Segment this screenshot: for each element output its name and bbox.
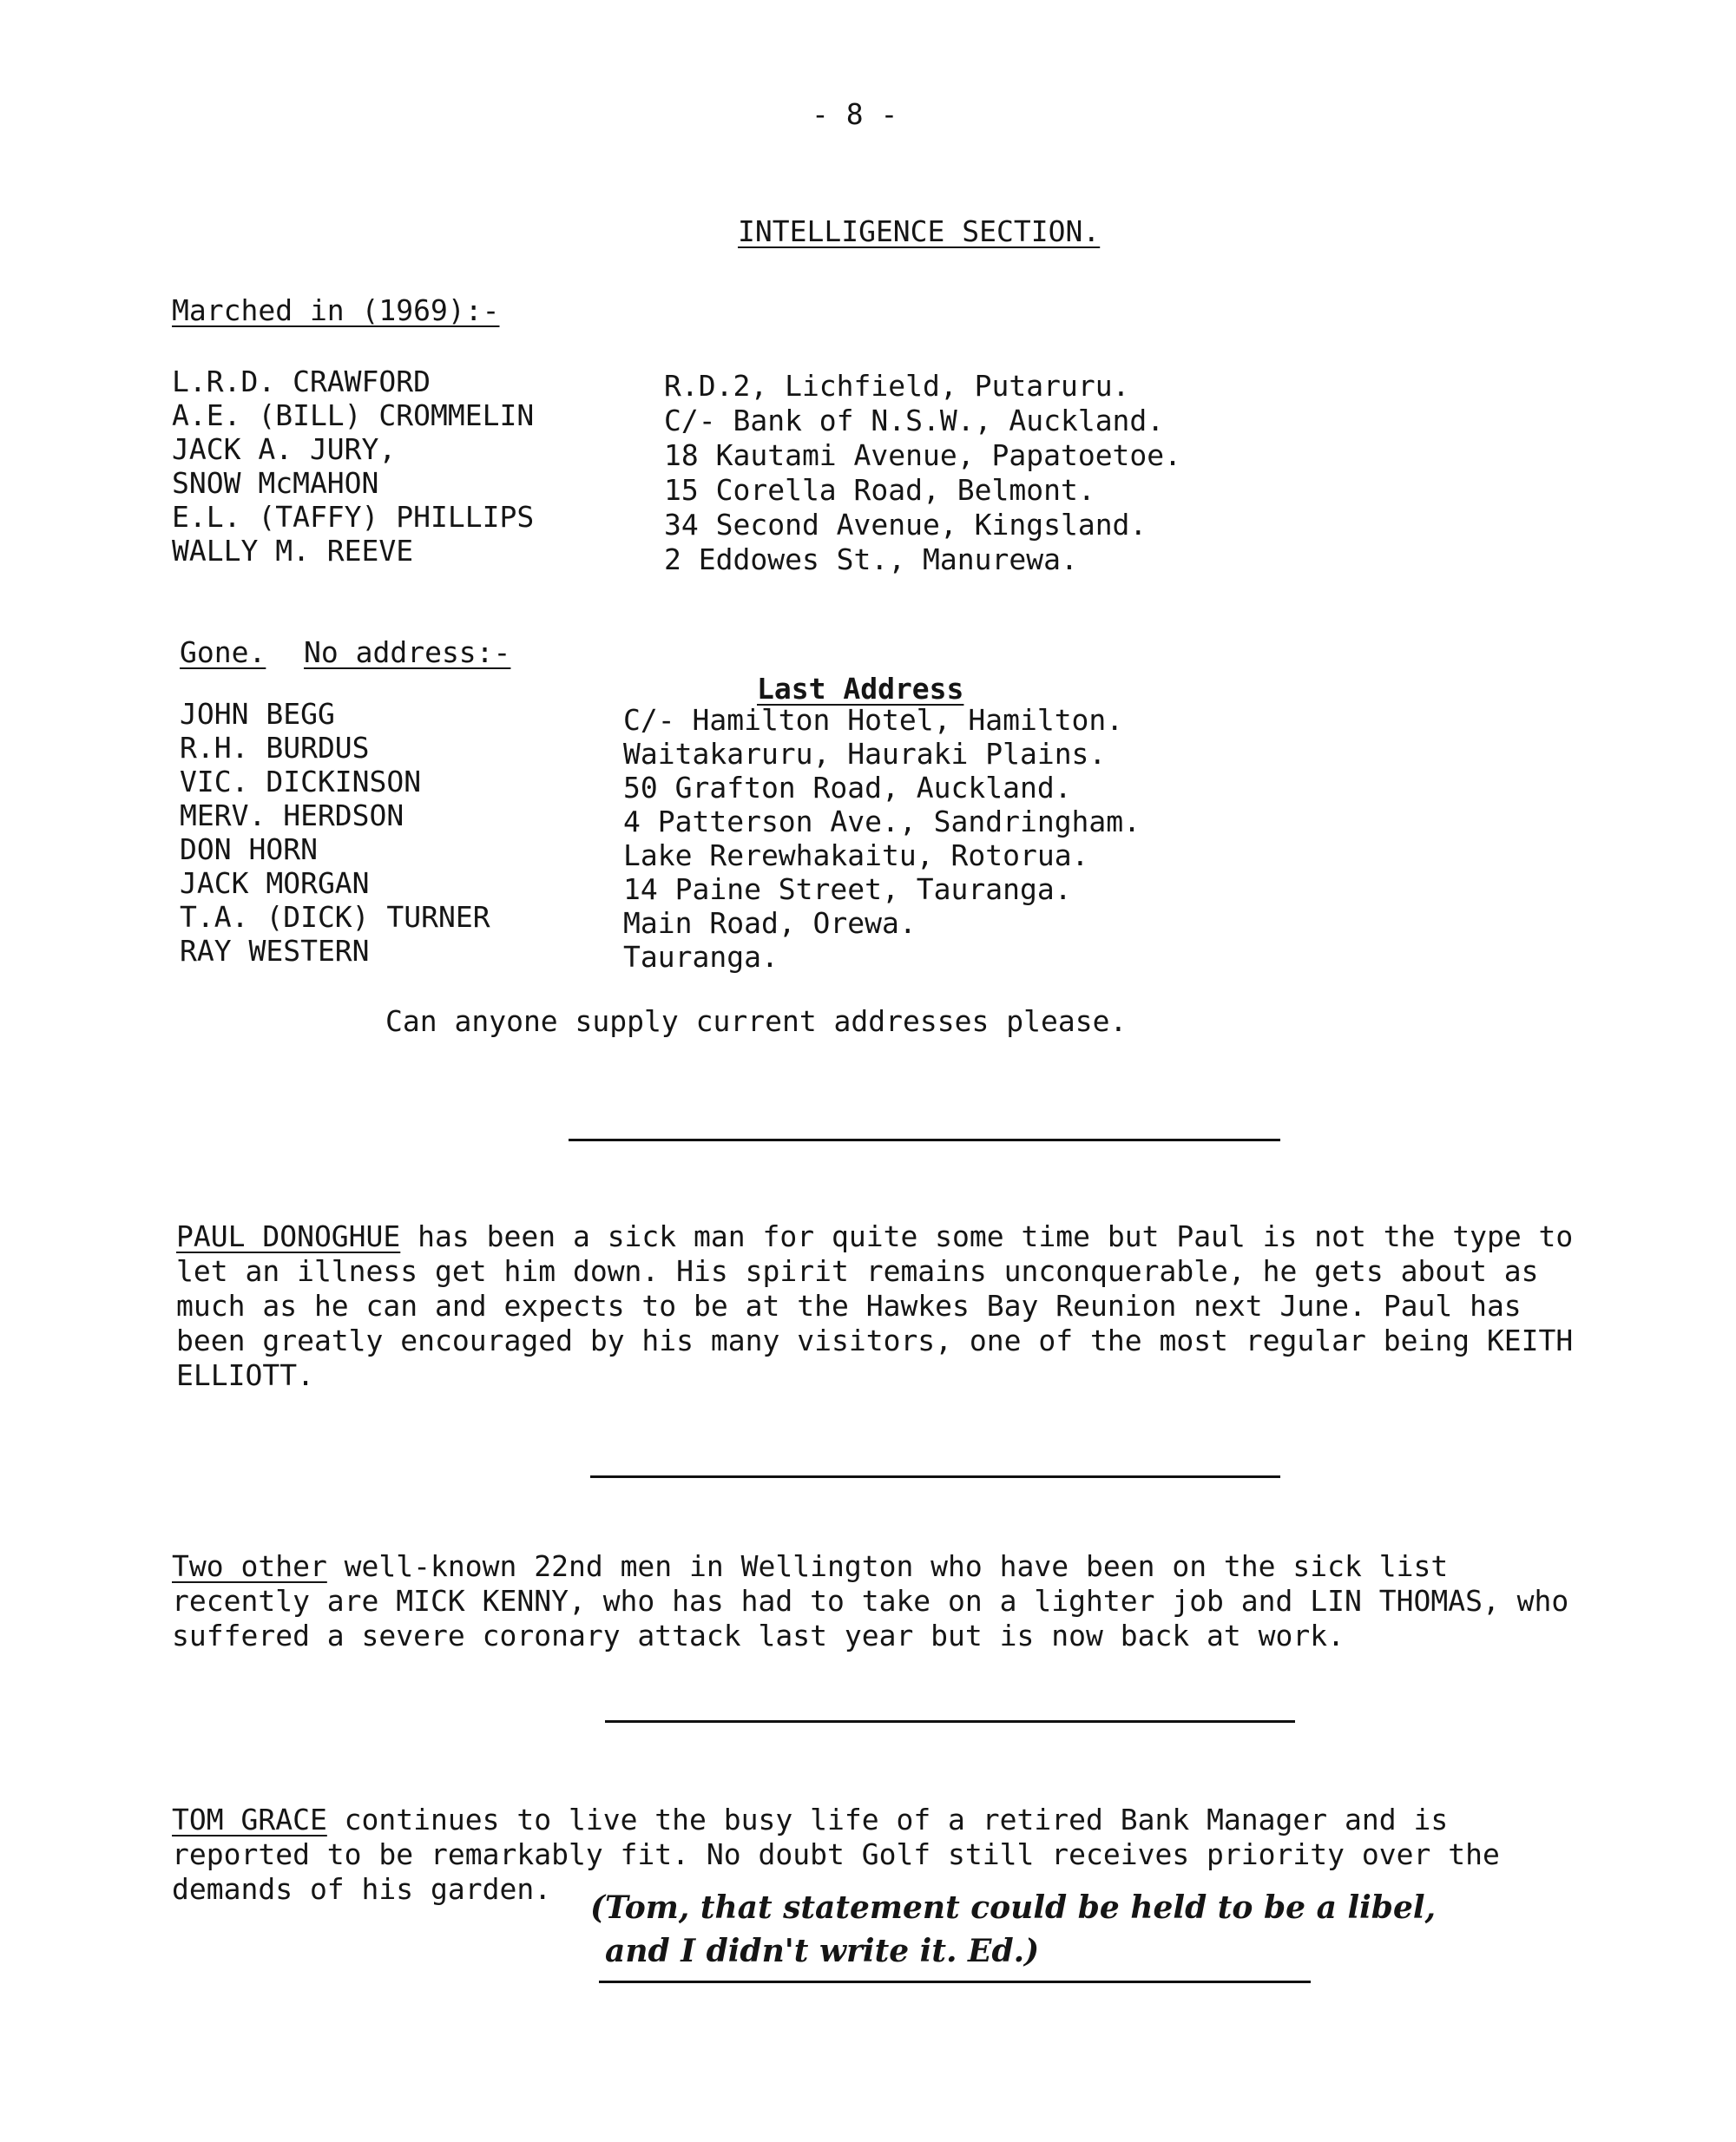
gone-address: Lake Rerewhakaitu, Rotorua. (623, 838, 1089, 872)
wellington-lead: Two other (172, 1549, 327, 1583)
divider (605, 1720, 1295, 1723)
handwritten-note-line-1: (Tom, that statement could be held to be a libel, (590, 1889, 1437, 1926)
gone-address: 14 Paine Street, Tauranga. (623, 872, 1072, 906)
gone-name: DON HORN (180, 832, 318, 866)
wellington-paragraph (172, 1549, 1569, 1653)
page-number: - 8 - (812, 97, 898, 131)
marched-in-name: A.E. (BILL) CROMMELIN (172, 398, 535, 432)
marched-in-address: C/- Bank of N.S.W., Auckland. (664, 404, 1165, 437)
marched-in-address: 2 Eddowes St., Manurewa. (664, 542, 1078, 576)
divider (569, 1139, 1280, 1141)
no-address-heading: No address:- (304, 635, 511, 669)
marched-in-name: JACK A. JURY, (172, 432, 397, 466)
last-address-heading: Last Address (757, 672, 964, 706)
marched-in-address: 34 Second Avenue, Kingsland. (664, 508, 1147, 542)
marched-in-address: R.D.2, Lichfield, Putaruru. (664, 369, 1130, 403)
grace-body: continues to live the busy life of a retired Bank Manager and is reported to be remarkably fit. No doubt Golf still receives priority over the demands of his garden. (172, 1803, 1500, 1906)
gone-address: 50 Grafton Road, Auckland. (623, 771, 1072, 805)
grace-lead: TOM GRACE (172, 1803, 327, 1836)
marched-in-name: WALLY M. REEVE (172, 534, 414, 568)
donoghue-paragraph (176, 1219, 1574, 1393)
marched-in-address: 18 Kautami Avenue, Papatoetoe. (664, 438, 1182, 472)
gone-name: T.A. (DICK) TURNER (180, 900, 490, 934)
marched-in-address: 15 Corella Road, Belmont. (664, 473, 1095, 507)
gone-name: JACK MORGAN (180, 866, 370, 900)
handwritten-note-line-2: and I didn't write it. Ed.) (605, 1933, 1040, 1969)
gone-name: VIC. DICKINSON (180, 765, 422, 798)
gone-address: C/- Hamilton Hotel, Hamilton. (623, 703, 1124, 737)
wellington-body: well-known 22nd men in Wellington who have been on the sick list recently are MICK KENNY, who has had to take on a lighter job and LIN THOMAS, who suffered a severe coronary attack last year but is now back at work. (172, 1549, 1569, 1652)
address-request: Can anyone supply current addresses please. (385, 1004, 1128, 1038)
gone-address: Waitakaruru, Hauraki Plains. (623, 737, 1107, 771)
gone-address: Main Road, Orewa. (623, 906, 917, 940)
gone-address: 4 Patterson Ave., Sandringham. (623, 805, 1141, 838)
gone-name: MERV. HERDSON (180, 798, 404, 832)
gone-name: RAY WESTERN (180, 934, 370, 968)
gone-address: Tauranga. (623, 940, 779, 974)
marched-in-name: SNOW McMAHON (172, 466, 379, 500)
gone-heading: Gone. (180, 635, 266, 669)
divider (590, 1475, 1280, 1478)
gone-name: JOHN BEGG (180, 697, 335, 731)
section-title: INTELLIGENCE SECTION. (738, 214, 1101, 248)
marched-in-name: E.L. (TAFFY) PHILLIPS (172, 500, 535, 534)
marched-in-name: L.R.D. CRAWFORD (172, 365, 431, 398)
marched-in-heading: Marched in (1969):- (172, 293, 500, 327)
divider (599, 1981, 1311, 1983)
donoghue-lead: PAUL DONOGHUE (176, 1219, 401, 1253)
gone-name: R.H. BURDUS (180, 731, 370, 765)
donoghue-body: has been a sick man for quite some time but Paul is not the type to let an illness get him down. His spirit remains unconquerable, he gets about as much as he can and expects to be at the Hawkes Bay Reunion next June. Paul has been greatly encouraged by his many visitors, one of the most regular being KEITH ELLIOTT. (176, 1219, 1574, 1392)
